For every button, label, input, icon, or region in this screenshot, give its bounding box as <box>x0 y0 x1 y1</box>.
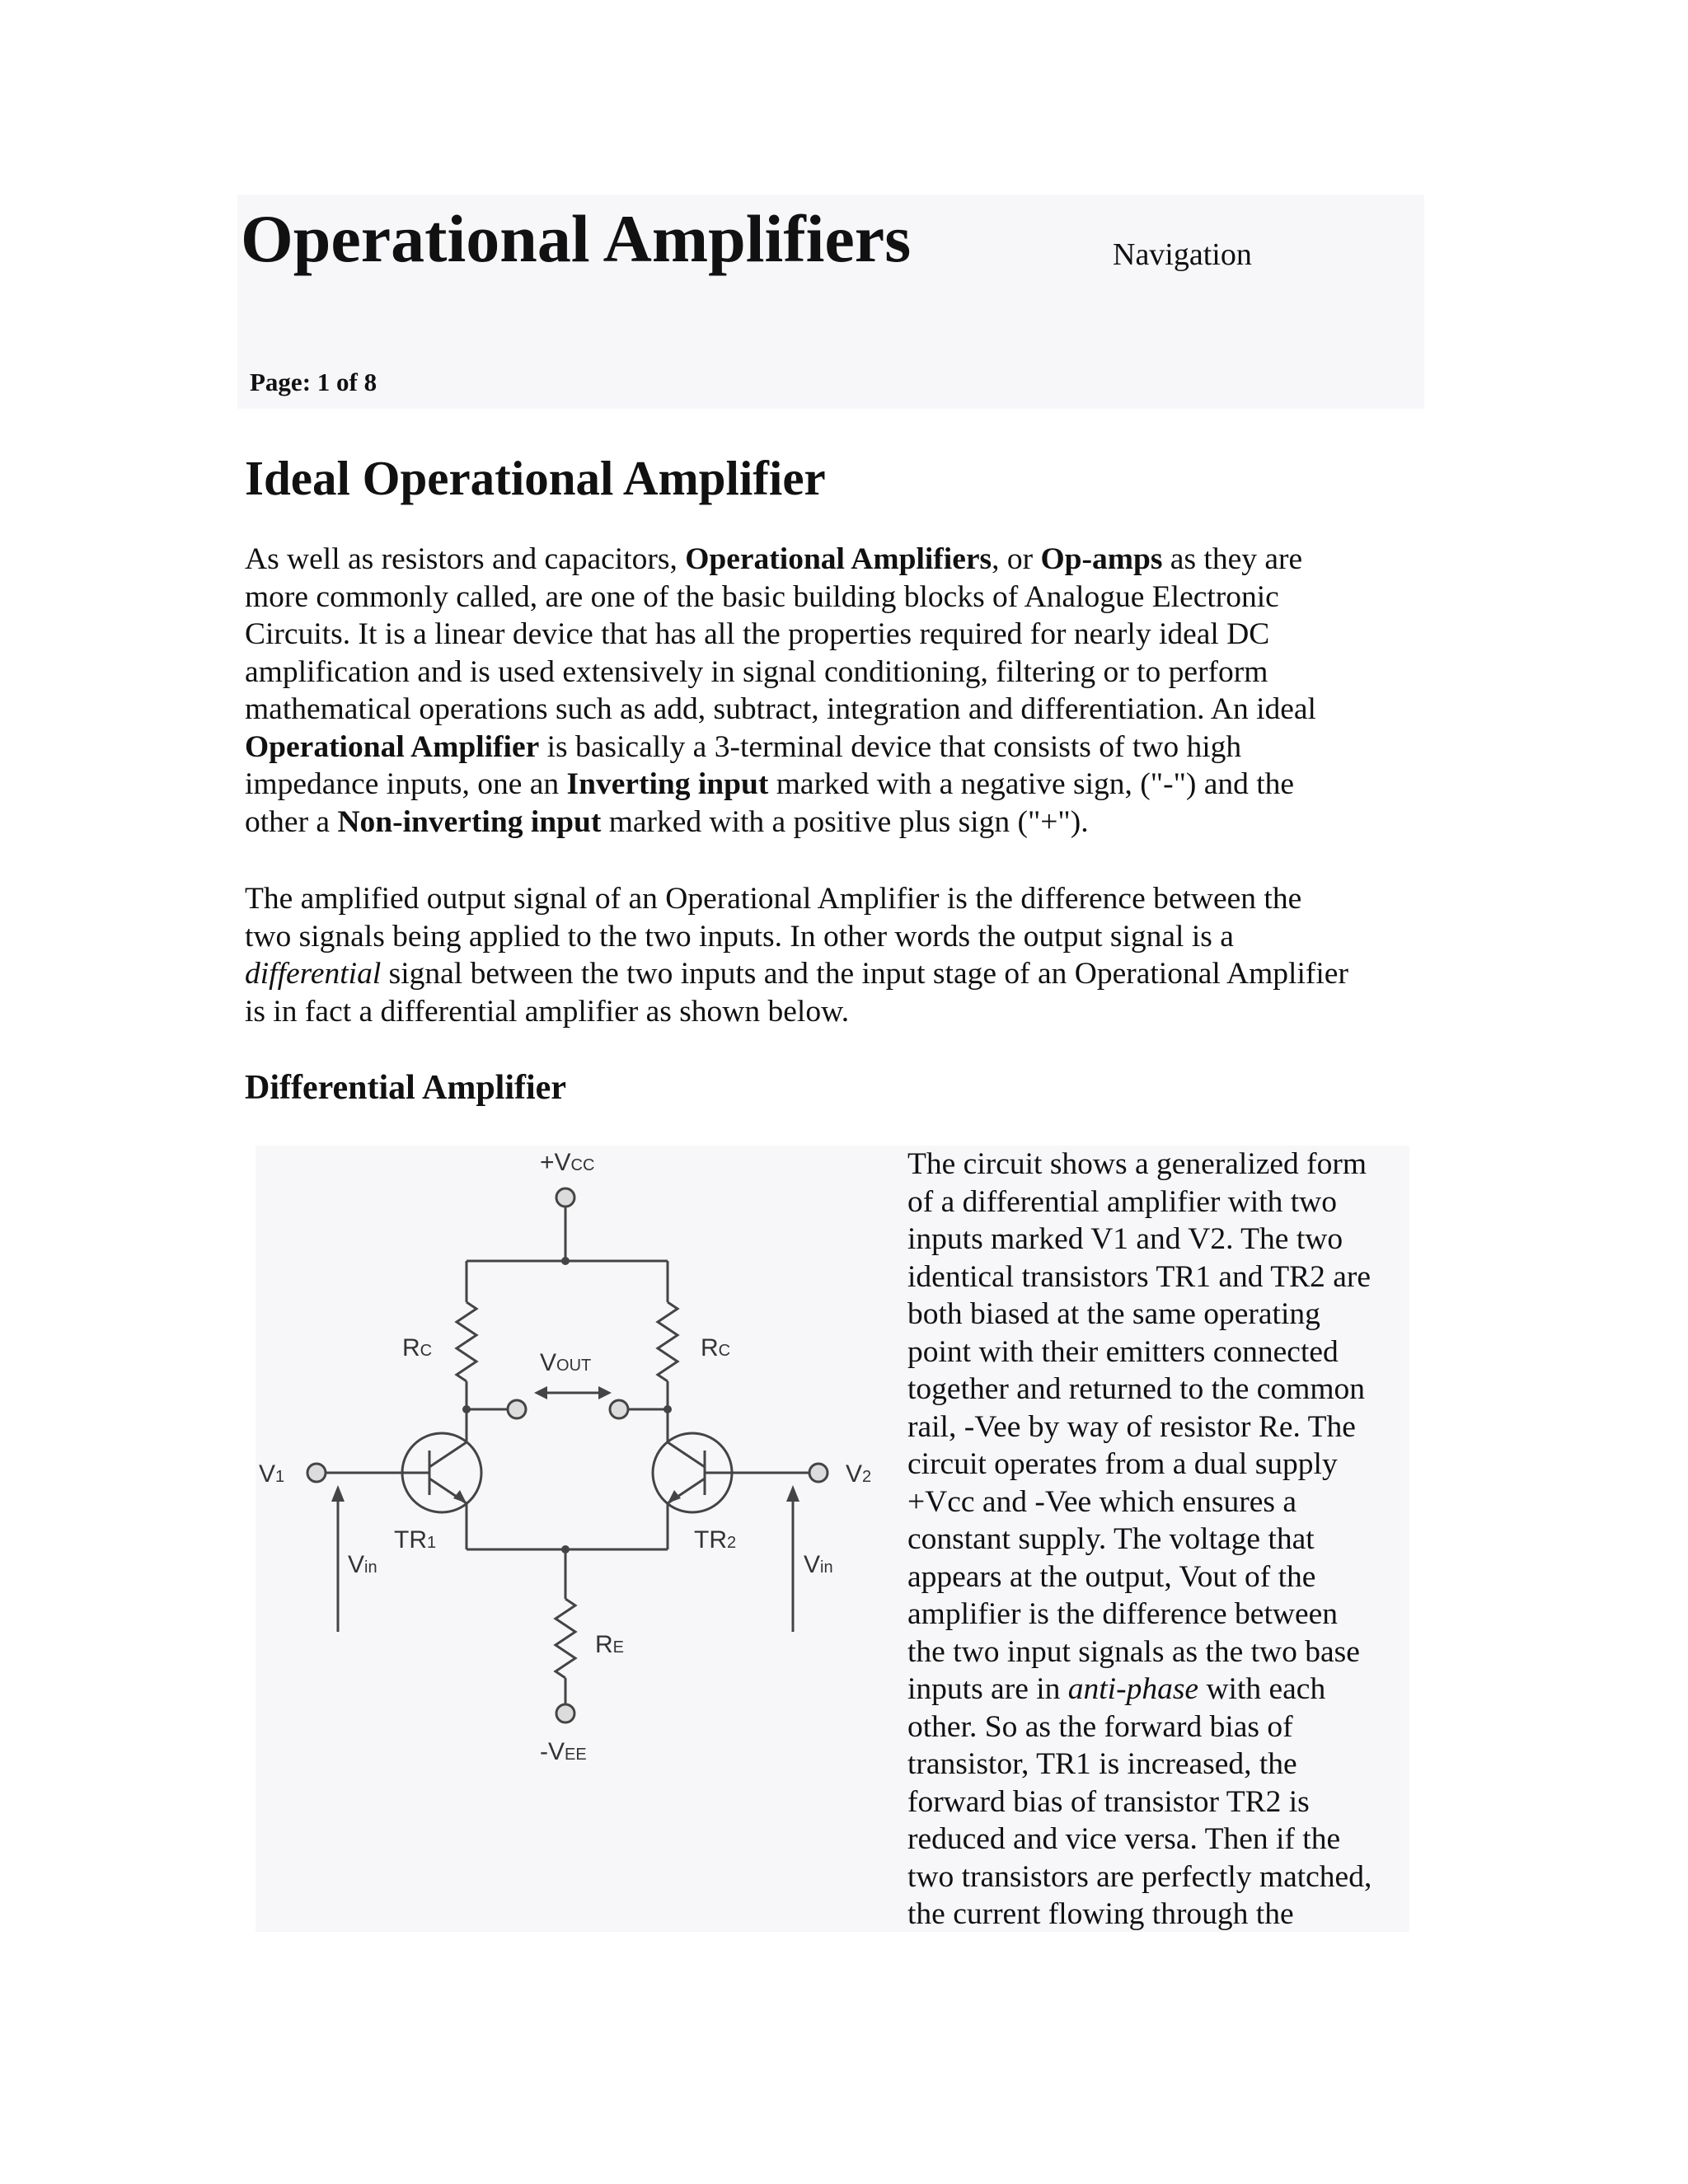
v1-terminal <box>307 1464 326 1482</box>
document-title: Operational Amplifiers <box>241 201 912 276</box>
re-label: RE <box>595 1631 625 1658</box>
desc-line: the two input signals as the two base <box>907 1634 1360 1669</box>
desc-line: of a differential amplifier with two <box>907 1184 1338 1219</box>
vout-right-terminal <box>610 1400 628 1418</box>
intro-line-8: other a Non-inverting input marked with a positive plus sign ("+"). <box>245 804 1089 839</box>
navigation-link[interactable]: Navigation <box>1113 237 1252 272</box>
vin-right-label: Vin <box>804 1551 833 1578</box>
tr1-label: TR1 <box>394 1526 437 1554</box>
vee-terminal <box>556 1704 574 1722</box>
desc-line: two transistors are perfectly matched, <box>907 1859 1372 1894</box>
para2-line-1: The amplified output signal of an Operational Amplifier is the difference between the <box>245 882 1302 916</box>
intro-paragraph <box>245 541 1432 841</box>
vee-label: -VEE <box>540 1738 587 1765</box>
desc-line: circuit operates from a dual supply <box>907 1447 1338 1481</box>
vcc-terminal <box>556 1188 574 1207</box>
desc-line: both biased at the same operating <box>907 1297 1320 1331</box>
desc-line: together and returned to the common <box>907 1372 1366 1406</box>
desc-line: inputs marked V1 and V2. The two <box>907 1222 1343 1256</box>
intro-line-5: mathematical operations such as add, subtract, integration and differentiation. An ideal <box>245 692 1316 726</box>
vcc-label: +VCC <box>540 1149 595 1176</box>
intro-line-6: Operational Amplifier is basically a 3-terminal device that consists of two high <box>245 729 1242 764</box>
desc-line: inputs are in anti-phase with each <box>907 1672 1326 1706</box>
differential-paragraph <box>245 880 1432 1030</box>
desc-line: point with their emitters connected <box>907 1334 1339 1369</box>
para2-line-2: two signals being applied to the two inputs. In other words the output signal is a <box>245 919 1234 954</box>
rc-left-label: RC <box>402 1334 433 1361</box>
page-indicator: Page: 1 of 8 <box>250 368 377 396</box>
vin-left-label: Vin <box>348 1551 377 1578</box>
desc-line: forward bias of transistor TR2 is <box>907 1784 1310 1819</box>
rc-right-resistor <box>658 1302 678 1381</box>
v2-label: V2 <box>846 1460 872 1488</box>
tr2-label: TR2 <box>694 1526 737 1554</box>
intro-line-4: amplification and is used extensively in signal conditioning, filtering or to perform <box>245 654 1268 689</box>
desc-line: reduced and vice versa. Then if the <box>907 1822 1341 1856</box>
re-resistor <box>556 1599 575 1678</box>
intro-line-7: impedance inputs, one an Inverting input marked with a negative sign, ("-") and the <box>245 767 1295 801</box>
desc-line: rail, -Vee by way of resistor Re. The <box>907 1409 1356 1444</box>
vout-label: VOUT <box>540 1349 592 1376</box>
intro-line-1: As well as resistors and capacitors, Operational Amplifiers, or Op-amps as they are <box>245 542 1303 576</box>
intro-line-3: Circuits. It is a linear device that has all the properties required for nearly ideal DC <box>245 617 1270 651</box>
section-title: Ideal Operational Amplifier <box>245 451 826 505</box>
desc-line: the current flowing through the <box>907 1897 1294 1931</box>
circuit-description <box>907 1146 1372 1933</box>
differential-amplifier-diagram <box>256 1146 898 1929</box>
v2-terminal <box>809 1464 828 1482</box>
desc-line: appears at the output, Vout of the <box>907 1559 1316 1594</box>
para2-line-3: differential signal between the two inputs and the input stage of an Operational Amplifier <box>245 957 1348 991</box>
desc-line: identical transistors TR1 and TR2 are <box>907 1259 1372 1294</box>
desc-line: +Vcc and -Vee which ensures a <box>907 1484 1296 1519</box>
desc-line: constant supply. The voltage that <box>907 1522 1315 1556</box>
desc-line: The circuit shows a generalized form <box>907 1147 1367 1181</box>
intro-line-2: more commonly called, are one of the basic building blocks of Analogue Electronic <box>245 579 1279 614</box>
subsection-title: Differential Amplifier <box>245 1069 566 1107</box>
rc-left-resistor <box>457 1302 476 1381</box>
desc-line: amplifier is the difference between <box>907 1597 1338 1631</box>
desc-line: transistor, TR1 is increased, the <box>907 1747 1297 1781</box>
rc-right-label: RC <box>701 1334 731 1361</box>
vout-left-terminal <box>508 1400 526 1418</box>
desc-line: other. So as the forward bias of <box>907 1709 1293 1744</box>
para2-line-4: is in fact a differential amplifier as shown below. <box>245 994 850 1029</box>
v1-label: V1 <box>259 1460 285 1488</box>
